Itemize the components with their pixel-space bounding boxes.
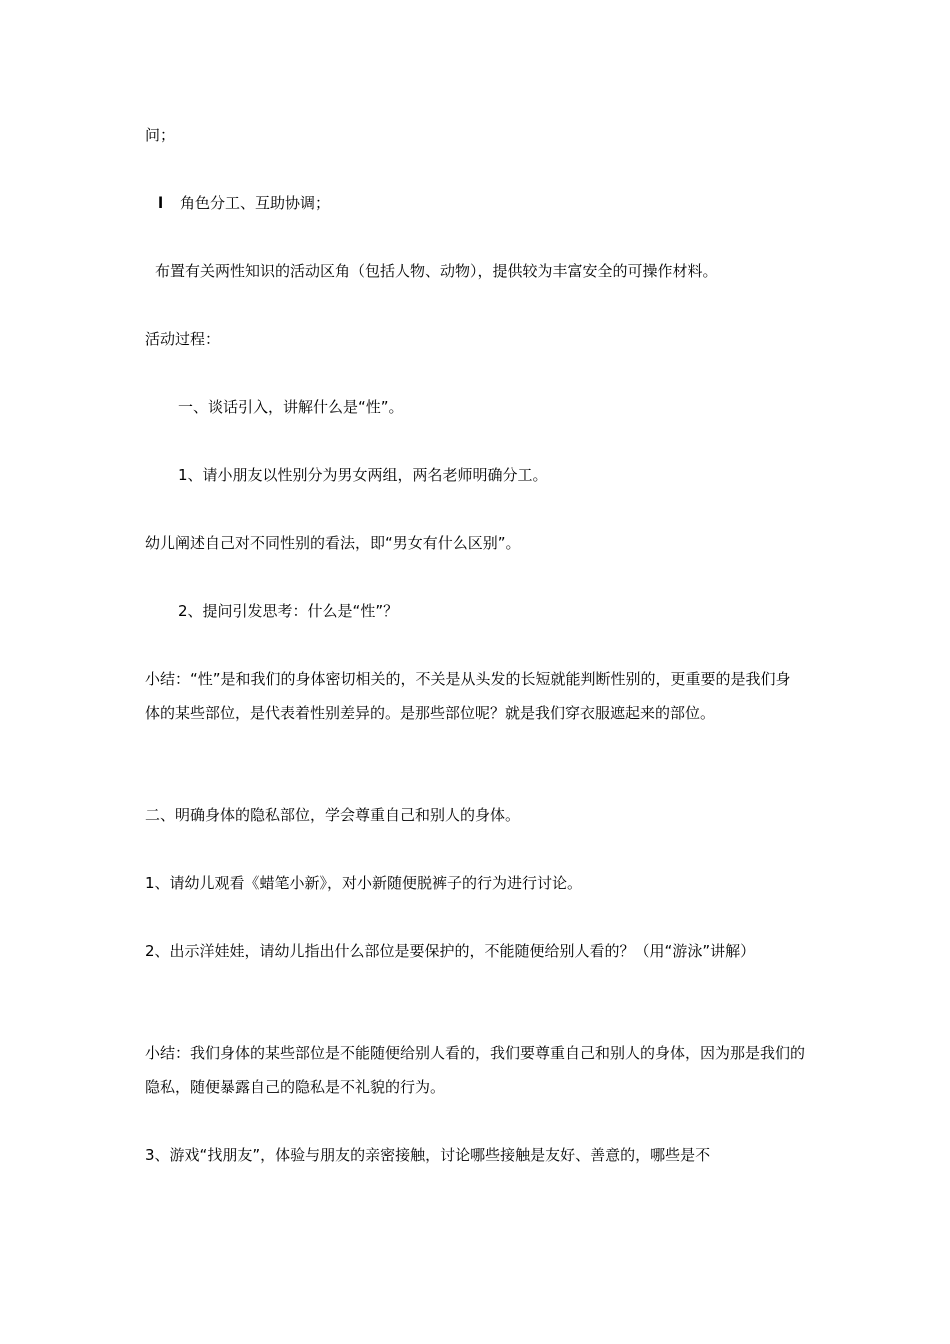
section-heading-one: 一、谈话引入，讲解什么是“性”。 [178, 398, 404, 416]
paragraph-children-views: 幼儿阐述自己对不同性别的看法，即“男女有什么区别”。 [145, 534, 521, 552]
heading-activity-process: 活动过程： [145, 330, 221, 348]
step-2-question: 2、提问引发思考：什么是“性”？ [178, 602, 399, 620]
paragraph-setup: 布置有关两性知识的活动区角（包括人物、动物），提供较为丰富安全的可操作材料。 [155, 262, 718, 280]
step-2-show-doll: 2、出示洋娃娃，请幼儿指出什么部位是要保护的，不能随便给别人看的？（用“游泳”讲解） [145, 942, 756, 960]
step-3-game: 3、游戏“找朋友”，体验与朋友的亲密接触，讨论哪些接触是友好、善意的，哪些是不 [145, 1146, 711, 1164]
bullet-icon: l [158, 194, 164, 212]
bullet-item-roles [158, 186, 818, 220]
step-1-watch-cartoon: 1、请幼儿观看《蜡笔小新》，对小新随便脱裤子的行为进行讨论。 [145, 874, 583, 892]
summary-1: 小结：“性”是和我们的身体密切相关的，不关是从头发的长短就能判断性别的，更重要的是我们身体的某些部位，是代表着性别差异的。是那些部位呢？就是我们穿衣服遮起来的部位。 [145, 670, 791, 722]
bullet-item-text: 角色分工、互助协调； [180, 194, 331, 212]
summary-2: 小结：我们身体的某些部位是不能随便给别人看的，我们要尊重自己和别人的身体，因为那是我们的隐私，随便暴露自己的隐私是不礼貌的行为。 [145, 1044, 806, 1096]
step-1-grouping: 1、请小朋友以性别分为男女两组，两名老师明确分工。 [178, 466, 548, 484]
paragraph-question-end: 问； [145, 126, 176, 144]
section-heading-two: 二、明确身体的隐私部位，学会尊重自己和别人的身体。 [145, 806, 521, 824]
